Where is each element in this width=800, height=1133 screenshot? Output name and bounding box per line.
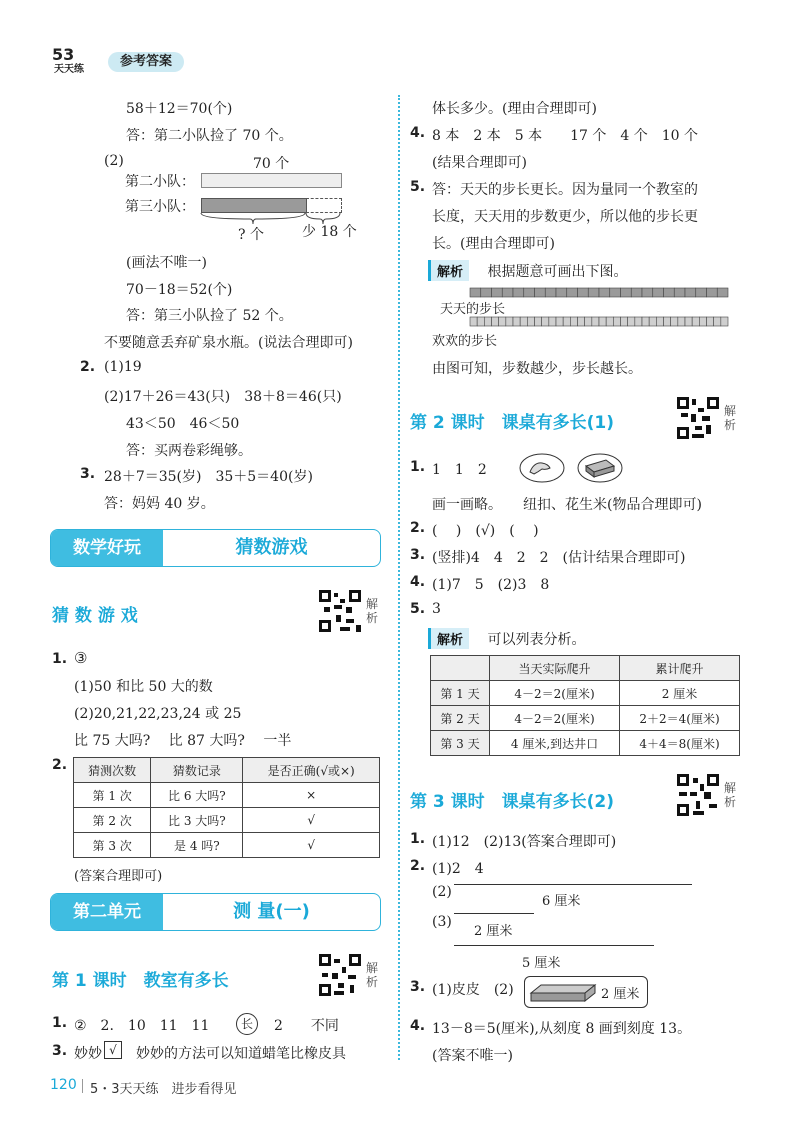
step-segment [642,317,649,326]
section-title: 猜 数 游 戏 [52,606,138,626]
length-label: 2 厘米 [474,924,513,939]
table-header: 累计爬升 [620,656,740,681]
text-line: (3) [432,914,452,930]
text-line: 答：天天的步长更长。因为量同一个教室的 [432,182,698,198]
table-header: 猜数记录 [151,758,243,783]
step-segment [549,317,556,326]
text-line: (1)皮皮 (2) [432,982,514,998]
table-cell: 第 3 天 [431,731,490,756]
text-line: 2 不同 [274,1018,339,1034]
text-line: (2) [432,884,452,900]
text-line: 70－18＝52(个) [126,282,233,298]
step-segment [685,317,692,326]
answer-tab: 参考答案 [108,52,184,72]
text-line: 长度，天天用的步数更少，所以他的步长更 [432,209,698,225]
step-segment [527,317,534,326]
question-number: 4. [410,125,426,141]
step-segment [513,317,520,326]
section-title: 第 1 课时 教室有多长 [52,971,229,991]
table-row [431,681,740,706]
step-segment [699,317,706,326]
page-number: 120 [50,1077,77,1093]
text-line: (答案合理即可) [74,869,163,884]
step-segment [585,317,592,326]
bar-row-label: 第三小队： [125,199,195,215]
line-segment-5cm [454,945,654,946]
step-segment [707,317,714,326]
question-number: 4. [410,574,426,590]
finger-pinch-icon [518,452,566,484]
question-number: 1. [410,831,426,847]
qr-code-icon[interactable] [318,953,362,997]
table-header: 当天实际爬升 [490,656,620,681]
table-cell: 比 3 大吗? [151,808,243,833]
text-line: 不要随意丢弃矿泉水瓶。(说法合理即可) [104,335,353,351]
step-segment [570,317,577,326]
qr-label: 解析 [366,961,379,989]
text-line: 答：第三小队捡了 52 个。 [126,308,293,324]
text-line: (1)7 5 (2)3 8 [432,577,550,593]
text-line: 体长多少。(理由合理即可) [432,101,597,117]
question-number: 4. [410,1018,426,1034]
table-row [431,731,740,756]
table-cell: 4－2＝2(厘米) [490,681,620,706]
text-line: 妙妙的方法可以知道蜡笔比橡皮具 [136,1046,346,1062]
question-number: 3. [52,1043,68,1059]
step-segment [484,317,491,326]
bar-difference [306,198,342,213]
step-segment [588,288,599,297]
step-segment [506,317,513,326]
step-segment [535,317,542,326]
text-line: 画一画略。 纽扣、花生米(物品合理即可) [432,497,702,513]
step-segment [610,288,621,297]
eraser-measure-box [524,976,648,1008]
step-segment [631,288,642,297]
question-number: 2. [410,520,426,536]
table-header [431,656,490,681]
table-cell: 是 4 吗? [151,833,243,858]
length-label: 5 厘米 [522,956,561,971]
step-segment [481,288,492,297]
bar-less-label: 少 18 个 [302,224,357,240]
text-line: 长。(理由合理即可) [432,236,555,252]
step-segment [520,317,527,326]
step-segment [696,288,707,297]
banner-title: 测 量(一) [233,901,310,922]
step-segment [685,288,696,297]
text-line: 答：买两卷彩绳够。 [126,443,252,459]
step-segment [635,317,642,326]
step-segment [649,317,656,326]
step-segment [492,288,503,297]
text-line: (1)19 [104,359,142,375]
text-line: (答案不唯一) [432,1048,513,1064]
step-segment [621,317,628,326]
table-cell: √ [243,833,380,858]
qr-label: 解析 [366,597,379,625]
step-segment [599,288,610,297]
table-cell: 4－2＝2(厘米) [490,706,620,731]
text-line: (2) [104,153,124,169]
table-cell: 4＋4＝8(厘米) [620,731,740,756]
line-segment-2cm [454,913,534,914]
step-label: 欢欢的步长 [432,334,498,349]
section-banner [50,529,381,567]
qr-label: 解析 [724,404,737,432]
footer-text: 5・3天天练 进步看得见 [90,1082,237,1097]
step-segment [642,288,653,297]
question-number: 1. [410,459,426,475]
step-segment [502,288,513,297]
step-segment [707,288,718,297]
step-segment [621,288,632,297]
text-line: 13－8＝5(厘米),从刻度 8 画到刻度 13。 [432,1021,692,1037]
analysis-tag: 解析 [428,260,469,281]
text-line: 3 [432,601,441,617]
question-number: 3. [410,547,426,563]
step-segment [628,317,635,326]
step-segment [567,288,578,297]
table-cell: 第 2 天 [431,706,490,731]
table-cell: 第 3 次 [74,833,151,858]
bar-total-label: 70 个 [253,156,290,172]
text-line: ③ [74,649,88,667]
text-line: (1)2 4 [432,861,484,877]
table-row [431,706,740,731]
climb-table [430,655,740,756]
table-cell: 2 厘米 [620,681,740,706]
qr-code-icon[interactable] [318,589,362,633]
text-line: 由图可知，步数越少，步长越长。 [432,361,642,377]
text-line: ② 2. 10 11 11 [74,1018,210,1034]
text-line: 答：妈妈 40 岁。 [104,496,215,512]
step-segment [653,288,664,297]
step-segment [656,317,663,326]
step-segment [664,317,671,326]
text-line: (结果合理即可) [432,155,527,171]
length-label: 2 厘米 [601,987,640,1002]
section-banner [50,893,381,931]
table-header: 是否正确(√或×) [243,758,380,783]
table-row [74,833,380,858]
text-line: 答：第二小队捡了 70 个。 [126,128,293,144]
step-segment [613,317,620,326]
table-header: 猜测次数 [74,758,151,783]
table-cell: 2＋2＝4(厘米) [620,706,740,731]
qr-code-icon[interactable] [676,396,720,440]
bar-group3 [201,198,307,213]
analysis-line [428,628,585,649]
step-segment [714,317,721,326]
text-line: (2)20,21,22,23,24 或 25 [74,706,242,722]
line-segment-6cm [454,884,692,885]
text-line: (1)50 和比 50 大的数 [74,679,213,695]
step-diagram [468,286,730,328]
step-segment [535,288,546,297]
table-cell: 第 1 天 [431,681,490,706]
step-segment [606,317,613,326]
question-number: 5. [410,601,426,617]
step-segment [664,288,675,297]
circled-answer: 长 [236,1013,258,1035]
step-segment [470,317,477,326]
table-cell: 4 厘米,到达井口 [490,731,620,756]
check-box: √ [104,1041,122,1059]
text-line: 8 本 2 本 5 本 17 个 4 个 10 个 [432,128,698,144]
bar-group2 [201,173,342,188]
bar-row-label: 第二小队： [125,174,195,190]
step-segment [524,288,535,297]
banner-label: 第二单元 [51,894,163,930]
analysis-line [428,260,627,281]
step-segment [545,288,556,297]
step-segment [477,317,484,326]
step-segment [717,288,728,297]
step-segment [599,317,606,326]
table-header-row [74,758,380,783]
step-segment [492,317,499,326]
table-row [74,808,380,833]
text-line: ( ) (√) ( ) [432,523,539,539]
step-segment [692,317,699,326]
question-number: 1. [52,651,68,667]
banner-label: 数学好玩 [51,530,163,566]
step-segment [671,317,678,326]
text-line: 43＜50 46＜50 [126,416,240,432]
bar-question: ? 个 [238,227,264,243]
step-label: 天天的步长 [440,302,506,317]
question-number: 3. [80,466,96,482]
step-segment [592,317,599,326]
text-line: 可以列表分析。 [487,632,586,648]
analysis-tag: 解析 [428,628,469,649]
section-title: 第 2 课时 课桌有多长(1) [410,413,615,433]
eraser-icon [576,452,624,484]
step-segment [499,317,506,326]
question-number: 2. [410,858,426,874]
table-cell: √ [243,808,380,833]
question-number: 5. [410,179,426,195]
step-segment [674,288,685,297]
question-number: 1. [52,1015,68,1031]
text-line: 妙妙 [74,1046,102,1062]
step-segment [678,317,685,326]
length-label: 6 厘米 [542,894,581,909]
table-cell: 比 6 大吗? [151,783,243,808]
section-title: 第 3 课时 课桌有多长(2) [410,792,615,812]
step-segment [578,288,589,297]
step-segment [556,317,563,326]
step-segment [513,288,524,297]
text-line: 根据题意可画出下图。 [487,264,628,280]
qr-label: 解析 [724,781,737,809]
brand-logo [50,44,94,74]
footer-divider [82,1079,83,1093]
text-line: 28＋7＝35(岁) 35＋5＝40(岁) [104,469,313,485]
svg-text:53: 53 [52,45,75,64]
column-divider [398,95,400,1060]
step-segment [721,317,728,326]
table-header-row [431,656,740,681]
text-line: (2)17＋26＝43(只) 38＋8＝46(只) [104,389,342,405]
table-cell: × [243,783,380,808]
step-segment [578,317,585,326]
text-line: 1 1 2 [432,462,487,478]
guess-table [73,757,380,858]
step-segment [542,317,549,326]
table-cell: 第 1 次 [74,783,151,808]
step-segment [556,288,567,297]
text-line: (1)12 (2)13(答案合理即可) [432,834,617,850]
eraser-icon [529,981,599,1003]
table-cell: 第 2 次 [74,808,151,833]
text-line: 比 75 大吗? 比 87 大吗? 一半 [74,733,292,749]
qr-code-icon[interactable] [676,773,720,817]
text-line: 58＋12＝70(个) [126,101,233,117]
step-segment [563,317,570,326]
text-line: (竖排)4 4 2 2 (估计结果合理即可) [432,550,686,566]
banner-title: 猜数游戏 [235,537,308,558]
svg-text:天天练: 天天练 [54,64,84,74]
question-number: 2. [80,359,96,375]
question-number: 2. [52,757,68,773]
step-segment [470,288,481,297]
text-line: (画法不唯一) [126,255,207,271]
table-row [74,783,380,808]
question-number: 3. [410,979,426,995]
